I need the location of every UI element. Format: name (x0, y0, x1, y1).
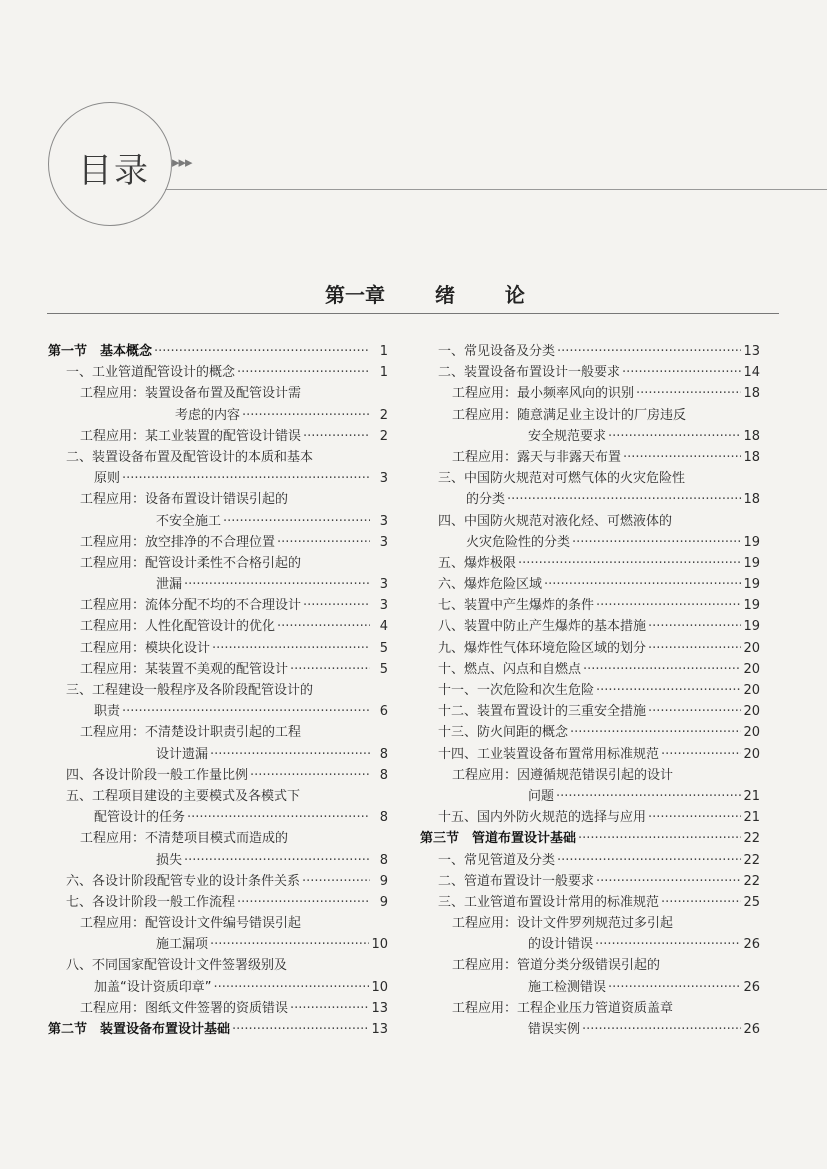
toc-entry-text: 七、装置中产生爆炸的条件 (438, 598, 595, 614)
toc-entry[interactable] (420, 701, 760, 722)
toc-page-number: 3 (379, 534, 388, 550)
toc-page-number: 18 (743, 386, 760, 402)
toc-entry-text: 七、各设计阶段一般工作流程 (66, 894, 236, 910)
toc-entry[interactable] (48, 955, 388, 976)
toc-page-number: 19 (743, 534, 760, 550)
toc-entry-text: 四、中国防火规范对液化烃、可燃液体的 (438, 513, 673, 529)
toc-entry[interactable] (420, 765, 760, 786)
toc-page-number: 21 (743, 810, 760, 826)
toc-leader-dots (212, 638, 370, 659)
toc-page-number: 22 (743, 873, 760, 889)
toc-entry-text: 加盖“设计资质印章” (94, 979, 212, 995)
toc-entry[interactable] (48, 405, 388, 426)
toc-entry-text: 工程应用：放空排净的不合理位置 (80, 534, 276, 550)
toc-entry[interactable] (48, 468, 388, 489)
toc-page-number: 18 (743, 449, 760, 465)
toc-page-number: 10 (371, 979, 388, 995)
toc-entry-text: 五、工程项目建设的主要模式及各模式下 (66, 788, 301, 804)
toc-entry[interactable] (420, 955, 760, 976)
toc-page-number: 10 (371, 937, 388, 953)
toc-entry-text: 工程应用：不清楚设计职责引起的工程 (80, 725, 302, 741)
toc-entry-text: 四、各设计阶段一般工作量比例 (66, 767, 249, 783)
toc-entry-text: 九、爆炸性气体环境危险区域的划分 (438, 640, 647, 656)
toc-page-number: 19 (743, 619, 760, 635)
toc-entry-text: 工程应用：最小频率风向的识别 (452, 386, 635, 402)
toc-leader-dots (223, 511, 370, 532)
toc-page-number: 25 (743, 894, 760, 910)
toc-entry-text: 八、不同国家配管设计文件签署级别及 (66, 958, 288, 974)
toc-leader-dots (122, 468, 370, 489)
toc-entry[interactable] (420, 532, 760, 553)
toc-leader-dots (277, 532, 370, 553)
toc-entry-text: 三、工程建设一般程序及各阶段配管设计的 (66, 683, 314, 698)
toc-entry-text: 的分类 (466, 492, 506, 508)
toc-leader-dots (608, 426, 741, 447)
toc-entry-text: 原则 (94, 471, 121, 487)
toc-entry-text: 三、中国防火规范对可燃气体的火灾危险性 (438, 471, 686, 487)
toc-leader-dots (154, 341, 370, 362)
toc-page-number: 19 (743, 555, 760, 571)
toc-leader-dots (210, 934, 369, 955)
toc-entry-text: 考虑的内容 (175, 407, 241, 423)
toc-page-number: 22 (743, 831, 760, 847)
toc-entry-text: 工程应用：图纸文件签署的资质错误 (80, 1000, 289, 1016)
toc-entry[interactable] (48, 489, 388, 510)
toc-entry[interactable] (48, 638, 388, 659)
toc-leader-dots (302, 871, 370, 892)
toc-page-number: 3 (379, 513, 388, 529)
toc-page-number: 21 (743, 788, 760, 804)
toc-leader-dots (213, 977, 369, 998)
toc-entry-text: 二、装置设备布置设计一般要求 (438, 365, 621, 381)
toc-entry[interactable] (420, 362, 760, 383)
toc-entry-text: 工程应用：人性化配管设计的优化 (80, 619, 276, 635)
toc-leader-dots (608, 977, 741, 998)
toc-entry[interactable] (420, 553, 760, 574)
toc-entry-text: 十五、国内外防火规范的选择与应用 (438, 810, 647, 826)
toc-leader-dots (661, 892, 741, 913)
toc-leader-dots (623, 447, 741, 468)
toc-entry-text: 工程应用：不清楚项目模式而造成的 (80, 831, 289, 847)
toc-entry[interactable] (48, 913, 388, 934)
toc-entry[interactable] (48, 934, 388, 955)
toc-leader-dots (596, 595, 741, 616)
toc-leader-dots (184, 850, 370, 871)
toc-entry-text: 安全规范要求 (528, 428, 607, 444)
toc-page-number: 19 (743, 598, 760, 614)
toc-entry-text: 损失 (156, 852, 183, 868)
toc-leader-dots (518, 553, 741, 574)
toc-entry-text: 一、工业管道配管设计的概念 (66, 365, 236, 381)
toc-entry-text: 工程应用：管道分类分级错误引起的 (452, 958, 661, 974)
toc-entry[interactable] (420, 998, 760, 1019)
toc-leader-dots (582, 1019, 741, 1040)
toc-leader-dots (290, 659, 370, 680)
toc-entry[interactable] (48, 553, 388, 574)
toc-leader-dots (210, 744, 370, 765)
toc-entry-text: 问题 (528, 788, 555, 804)
chapter-heading (325, 279, 525, 308)
toc-leader-dots (250, 765, 370, 786)
toc-leader-dots (290, 998, 369, 1019)
toc-leader-dots (570, 722, 741, 743)
toc-entry-text: 六、各设计阶段配管专业的设计条件关系 (66, 873, 301, 889)
toc-entry[interactable] (48, 828, 388, 849)
toc-leader-dots (184, 574, 370, 595)
toc-page-number: 8 (379, 746, 388, 762)
toc-entry-text: 十一、一次危险和次生危险 (438, 683, 595, 698)
toc-entry[interactable] (420, 383, 760, 404)
toc-entry-text: 工程应用：设计文件罗列规范过多引起 (452, 916, 674, 932)
toc-entry[interactable] (48, 765, 388, 786)
toc-entry[interactable] (420, 744, 760, 765)
toc-entry-text: 十四、工业装置设备布置常用标准规范 (438, 746, 660, 762)
toc-page-number: 6 (379, 704, 388, 720)
toc-page-number: 18 (743, 492, 760, 508)
toc-entry[interactable] (48, 659, 388, 680)
toc-entry[interactable] (48, 616, 388, 637)
toc-entry-text: 设计遗漏 (156, 746, 209, 762)
toc-leader-dots (622, 362, 741, 383)
toc-leader-dots (596, 871, 741, 892)
toc-entry[interactable] (48, 680, 388, 701)
toc-leader-dots (648, 638, 741, 659)
toc-leader-dots (595, 934, 741, 955)
toc-leader-dots (661, 744, 741, 765)
toc-entry[interactable] (420, 871, 760, 892)
toc-entry[interactable] (420, 405, 760, 426)
toc-page-number: 20 (743, 683, 760, 698)
toc-page-number: 20 (743, 704, 760, 720)
toc-leader-dots (636, 383, 741, 404)
toc-entry-text: 第一节 基本概念 (48, 344, 153, 359)
toc-page-number: 1 (379, 365, 388, 381)
toc-entry[interactable] (420, 489, 760, 510)
toc-entry-text: 职责 (94, 704, 121, 720)
toc-entry-text: 一、常见管道及分类 (438, 852, 556, 868)
toc-page-number: 9 (379, 894, 388, 910)
toc-entry[interactable] (420, 786, 760, 807)
toc-page-number: 1 (379, 344, 388, 359)
toc-page-number: 5 (379, 661, 388, 677)
toc-right-column (420, 341, 760, 1040)
toc-entry-text: 工程应用：因遵循规范错误引起的设计 (452, 767, 674, 783)
toc-leader-dots (303, 595, 370, 616)
toc-page-number: 9 (379, 873, 388, 889)
toc-entry[interactable] (48, 447, 388, 468)
chapter-divider (47, 313, 779, 314)
toc-leader-dots (572, 532, 741, 553)
toc-entry[interactable] (420, 341, 760, 362)
toc-arrows-icon: ▸▸▸ (172, 153, 192, 171)
toc-entry[interactable] (420, 616, 760, 637)
toc-entry-text: 五、爆炸极限 (438, 555, 517, 571)
toc-entry[interactable] (420, 511, 760, 532)
toc-entry-text: 二、管道布置设计一般要求 (438, 873, 595, 889)
toc-page-number: 13 (371, 1022, 388, 1037)
toc-entry[interactable] (420, 659, 760, 680)
toc-entry[interactable] (420, 447, 760, 468)
toc-entry[interactable] (48, 786, 388, 807)
toc-section-entry[interactable] (420, 828, 760, 849)
toc-entry-text: 工程应用：模块化设计 (80, 640, 211, 656)
toc-entry-text: 工程应用：露天与非露天布置 (452, 449, 622, 465)
toc-entry-text: 二、装置设备布置及配管设计的本质和基本 (66, 449, 314, 465)
toc-entry[interactable] (48, 426, 388, 447)
toc-entry[interactable] (420, 426, 760, 447)
toc-title: 目录 (78, 151, 150, 191)
toc-entry[interactable] (48, 998, 388, 1019)
toc-page-number: 13 (743, 344, 760, 359)
toc-entry-text: 十三、防火间距的概念 (438, 725, 569, 741)
toc-entry-text: 施工漏项 (156, 937, 209, 953)
toc-entry-text: 不安全施工 (156, 513, 222, 529)
toc-entry-text: 八、装置中防止产生爆炸的基本措施 (438, 619, 647, 635)
toc-entry[interactable] (420, 680, 760, 701)
toc-entry[interactable] (420, 977, 760, 998)
toc-page-number: 8 (379, 767, 388, 783)
toc-entry[interactable] (48, 383, 388, 404)
toc-leader-dots (237, 362, 370, 383)
toc-leader-dots (232, 1019, 369, 1040)
toc-entry[interactable] (48, 701, 388, 722)
toc-entry-text: 工程应用：装置设备布置及配管设计需 (80, 386, 302, 402)
toc-page-number: 3 (379, 471, 388, 487)
toc-left-column (48, 341, 388, 1040)
toc-leader-dots (583, 659, 741, 680)
toc-leader-dots (277, 616, 370, 637)
toc-page-number: 26 (743, 979, 760, 995)
toc-page-number: 20 (743, 640, 760, 656)
toc-entry[interactable] (48, 722, 388, 743)
toc-page-number: 20 (743, 725, 760, 741)
toc-section-entry[interactable] (48, 1019, 388, 1040)
toc-page-number: 22 (743, 852, 760, 868)
toc-entry-text: 第二节 装置设备布置设计基础 (48, 1022, 231, 1037)
toc-entry-text: 十、燃点、闪点和自燃点 (438, 661, 582, 677)
toc-page-number: 2 (379, 407, 388, 423)
toc-entry[interactable] (420, 934, 760, 955)
chapter-title-char-1: 绪 (434, 283, 455, 307)
toc-entry[interactable] (48, 892, 388, 913)
toc-leader-dots (507, 489, 741, 510)
toc-leader-dots (578, 828, 741, 849)
toc-entry-text: 工程应用：配管设计柔性不合格引起的 (80, 555, 302, 571)
toc-entry-text: 的设计错误 (528, 937, 594, 953)
toc-entry[interactable] (48, 807, 388, 828)
toc-entry[interactable] (48, 532, 388, 553)
header-divider (165, 189, 827, 190)
toc-entry-text: 工程应用：工程企业压力管道资质盖章 (452, 1000, 674, 1016)
toc-entry-text: 错误实例 (528, 1022, 581, 1037)
chapter-title-char-2: 论 (504, 283, 525, 307)
toc-page-number: 26 (743, 1022, 760, 1037)
toc-entry-text: 工程应用：流体分配不均的不合理设计 (80, 598, 302, 614)
toc-leader-dots (187, 807, 370, 828)
chapter-label: 第一章 (325, 283, 385, 307)
toc-entry[interactable] (48, 362, 388, 383)
toc-entry-text: 工程应用：设备布置设计错误引起的 (80, 492, 289, 508)
toc-entry-text: 十二、装置布置设计的三重安全措施 (438, 704, 647, 720)
toc-entry-text: 工程应用：配管设计文件编号错误引起 (80, 916, 302, 932)
toc-entry-text: 工程应用：随意满足业主设计的厂房违反 (452, 407, 687, 423)
toc-entry[interactable] (48, 511, 388, 532)
toc-entry-text: 配管设计的任务 (94, 810, 186, 826)
toc-page-number: 5 (379, 640, 388, 656)
toc-entry-text: 火灾危险性的分类 (466, 534, 571, 550)
toc-page-number: 20 (743, 746, 760, 762)
toc-entry-text: 一、常见设备及分类 (438, 344, 556, 359)
toc-leader-dots (303, 426, 370, 447)
toc-entry[interactable] (420, 574, 760, 595)
toc-entry[interactable] (420, 850, 760, 871)
toc-leader-dots (557, 850, 741, 871)
toc-leader-dots (242, 405, 370, 426)
toc-entry[interactable] (48, 595, 388, 616)
toc-entry[interactable] (420, 807, 760, 828)
toc-page-number: 3 (379, 577, 388, 593)
toc-page-number: 8 (379, 852, 388, 868)
toc-page-number: 4 (379, 619, 388, 635)
toc-entry[interactable] (48, 977, 388, 998)
toc-entry-text: 工程应用：某工业装置的配管设计错误 (80, 428, 302, 444)
toc-entry[interactable] (420, 722, 760, 743)
toc-leader-dots (648, 701, 741, 722)
toc-entry[interactable] (420, 638, 760, 659)
toc-leader-dots (556, 786, 741, 807)
toc-page-number: 19 (743, 577, 760, 593)
toc-page-number: 26 (743, 937, 760, 953)
toc-leader-dots (596, 680, 741, 701)
toc-page-number: 18 (743, 428, 760, 444)
toc-entry[interactable] (420, 913, 760, 934)
toc-entry[interactable] (420, 1019, 760, 1040)
toc-page-number: 20 (743, 661, 760, 677)
toc-entry[interactable] (48, 871, 388, 892)
toc-page-number: 14 (743, 365, 760, 381)
toc-entry-text: 三、工业管道布置设计常用的标准规范 (438, 894, 660, 910)
toc-leader-dots (544, 574, 741, 595)
toc-entry[interactable] (48, 574, 388, 595)
toc-entry[interactable] (420, 468, 760, 489)
toc-leader-dots (237, 892, 370, 913)
toc-entry-text: 施工检测错误 (528, 979, 607, 995)
toc-entry[interactable] (48, 744, 388, 765)
toc-page-number: 8 (379, 810, 388, 826)
toc-leader-dots (648, 807, 741, 828)
toc-entry-text: 工程应用：某装置不美观的配管设计 (80, 661, 289, 677)
toc-page-number: 3 (379, 598, 388, 614)
toc-entry[interactable] (420, 595, 760, 616)
toc-leader-dots (122, 701, 370, 722)
toc-leader-dots (557, 341, 741, 362)
toc-entry-text: 泄漏 (156, 577, 183, 593)
toc-entry[interactable] (420, 892, 760, 913)
toc-entry-text: 第三节 管道布置设计基础 (420, 831, 577, 847)
toc-entry[interactable] (48, 850, 388, 871)
toc-page-number: 2 (379, 428, 388, 444)
toc-section-entry[interactable] (48, 341, 388, 362)
toc-page-number: 13 (371, 1000, 388, 1016)
toc-entry-text: 六、爆炸危险区域 (438, 577, 543, 593)
toc-leader-dots (648, 616, 741, 637)
